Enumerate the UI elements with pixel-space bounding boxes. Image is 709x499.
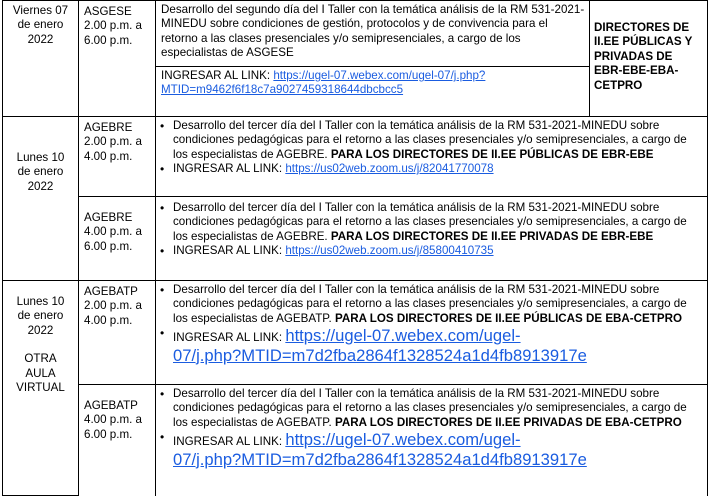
target-line: II.EE PÚBLICAS Y <box>594 35 693 49</box>
schedule-table <box>2 0 708 496</box>
bullet-list <box>159 201 703 259</box>
bullet-list <box>159 119 703 177</box>
description-cell <box>156 197 708 281</box>
room-line: OTRA <box>24 352 57 366</box>
link-label: INGRESAR AL LINK: <box>173 244 283 258</box>
time-line: 4.00 p.m. a <box>84 413 143 427</box>
audience-note: PARA LOS DIRECTORES DE II.EE PRIVADAS DE EBR-EBE <box>330 229 654 243</box>
room-line: AULA <box>25 366 56 380</box>
time-line: 2.00 p.m. a <box>84 135 143 149</box>
meeting-link[interactable]: https://ugel-07.webex.com/ugel- <box>285 430 521 450</box>
meeting-link[interactable]: https://ugel-07.webex.com/ugel-07/j.php?MTID=m9462f6f18c7a9027459318644dbcbcc5 <box>161 69 486 97</box>
link-label: INGRESAR AL LINK: <box>173 162 283 176</box>
meeting-link-continued[interactable]: 07/j.php?MTID=m7d2fba2864f1328524a1d4fb8913917e <box>173 345 587 365</box>
table-row <box>3 1 708 67</box>
date-line: Lunes 10 <box>16 295 65 308</box>
list-item <box>159 162 703 176</box>
date-line: de enero <box>17 165 64 179</box>
description-text: Desarrollo del tercer día del I Taller con la temática análisis de la RM 531-2021-MINEDU sobre condiciones pedagógicas para el retorno a las clases presenciales y/o semipresenciales, a cargo de los especialistas de AGEBRE. <box>173 201 687 243</box>
link-label: INGRESAR AL LINK: <box>173 435 283 449</box>
time-line: 6.00 p.m. <box>84 427 133 441</box>
description-cell <box>156 385 708 496</box>
description-text: Desarrollo del tercer día del I Taller con la temática análisis de la RM 531-2021-MINEDU sobre condiciones pedagógicas para el retorno a las clases presenciales y/o semipresenciales, a cargo de los especialistas de AGEBATP. <box>173 283 687 325</box>
link-label: INGRESAR AL LINK: <box>161 69 271 82</box>
table-row <box>3 117 708 197</box>
meeting-link[interactable]: https://us02web.zoom.us/j/85800410735 <box>285 244 494 258</box>
bullet-list <box>159 283 703 365</box>
list-item <box>159 201 703 244</box>
time-line: 4.00 p.m. <box>84 149 133 163</box>
area-name: AGEBRE <box>84 211 133 224</box>
target-line: DIRECTORES DE <box>594 21 690 34</box>
room-label <box>6 352 75 395</box>
time-line: 6.00 p.m. <box>84 239 133 253</box>
time-line: 2.00 p.m. a <box>84 299 143 313</box>
description-text: Desarrollo del segundo día del I Taller con la temática análisis de la RM 531-2021-MINEDU sobre condiciones de gestión, protocolos y de convivencia para el retorno a las clases presenciales y/o semipresenciales, a cargo de los especialistas de ASGESE <box>161 3 585 60</box>
list-item <box>159 119 703 162</box>
meeting-link-continued[interactable]: 07/j.php?MTID=m7d2fba2864f1328524a1d4fb8913917e <box>173 449 587 469</box>
audience-note: PARA LOS DIRECTORES DE II.EE PRIVADAS DE EBA-CETPRO <box>334 415 682 429</box>
time-line: 6.00 p.m. <box>84 33 133 47</box>
list-item <box>159 387 703 430</box>
audience-note: PARA LOS DIRECTORES DE II.EE PÚBLICAS DE EBR-EBE <box>330 147 654 161</box>
list-item <box>159 430 703 469</box>
description-cell <box>156 281 708 385</box>
area-cell <box>79 117 156 197</box>
description-text: Desarrollo del tercer día del I Taller con la temática análisis de la RM 531-2021-MINEDU sobre condiciones pedagógicas para el retorno a las clases presenciales y/o semipresenciales, a cargo de los especialistas de AGEBATP. <box>173 387 687 429</box>
target-line: PRIVADAS DE <box>594 49 673 63</box>
link-label: INGRESAR AL LINK: <box>173 331 283 345</box>
description-text: Desarrollo del tercer día del I Taller con la temática análisis de la RM 531-2021-MINEDU sobre condiciones pedagógicas para el retorno a las clases presenciales y/o semipresenciales, a cargo de los especialistas de AGEBRE. <box>173 119 687 161</box>
meeting-link[interactable]: https://us02web.zoom.us/j/82041770078 <box>285 162 494 176</box>
time-line: 4.00 p.m. a <box>84 225 143 239</box>
date-line: de enero <box>17 18 64 32</box>
table-row <box>3 281 708 385</box>
area-name: AGEBATP <box>84 399 138 412</box>
area-name: AGEBRE <box>84 121 133 134</box>
description-cell <box>156 1 590 67</box>
area-cell <box>79 197 156 281</box>
area-name: ASGESE <box>84 5 132 18</box>
area-name: AGEBATP <box>84 285 138 298</box>
area-cell <box>79 385 156 496</box>
area-cell <box>79 281 156 385</box>
date-line: Viernes 07 <box>12 4 69 17</box>
area-cell <box>79 1 156 117</box>
date-line: Lunes 10 <box>16 151 65 164</box>
link-cell <box>156 67 590 117</box>
list-item <box>159 283 703 326</box>
list-item <box>159 244 703 258</box>
date-line: de enero <box>17 309 64 323</box>
date-line: 2022 <box>27 32 54 46</box>
description-cell <box>156 117 708 197</box>
date-line: 2022 <box>27 179 54 193</box>
table-row <box>3 385 708 496</box>
audience-note: PARA LOS DIRECTORES DE II.EE PÚBLICAS DE EBA-CETPRO <box>334 311 682 325</box>
time-line: 2.00 p.m. a <box>84 19 143 33</box>
date-cell <box>3 117 79 281</box>
target-line: CETPRO <box>594 78 643 92</box>
time-line: 4.00 p.m. <box>84 313 133 327</box>
room-line: VIRTUAL <box>16 381 65 395</box>
target-line: EBR-EBE-EBA- <box>594 64 679 78</box>
list-item <box>159 326 703 365</box>
table-row <box>3 197 708 281</box>
meeting-link[interactable]: https://ugel-07.webex.com/ugel- <box>285 326 521 346</box>
date-line: 2022 <box>27 323 54 337</box>
date-cell <box>3 281 79 496</box>
date-cell <box>3 1 79 117</box>
target-cell <box>590 1 708 117</box>
bullet-list <box>159 387 703 469</box>
